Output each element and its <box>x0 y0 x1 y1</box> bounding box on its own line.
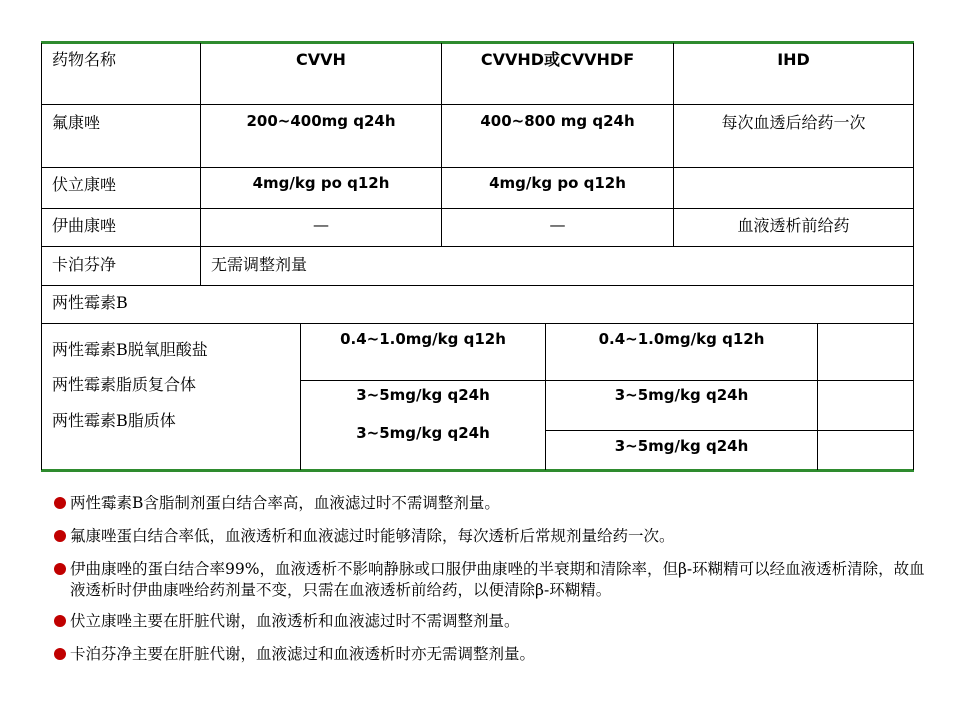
row-divider <box>41 323 914 324</box>
table-bottom-rule <box>41 469 914 472</box>
amphotericin-lipid-complex-cvvh: 3~5mg/kg q24h <box>356 386 490 404</box>
amphotericin-liposome-cvvhd: 3~5mg/kg q24h <box>614 437 749 455</box>
note-item <box>54 493 934 514</box>
fluconazole-cvvhd: 400~800 mg q24h <box>480 112 635 130</box>
itraconazole-cvvhd: — <box>549 215 566 234</box>
itraconazole-cvvh: — <box>313 215 329 234</box>
row-divider <box>41 104 914 105</box>
drug-name-fluconazole: 氟康唑 <box>52 113 101 132</box>
note-text: 氟康唑蛋白结合率低，血液透析和血液滤过时能够清除，每次透析后常规剂量给药一次。 <box>70 527 675 545</box>
amphotericin-deoxycholate-cvvh: 0.4~1.0mg/kg q12h <box>340 330 506 348</box>
caspofungin-dose-note: 无需调整剂量 <box>211 255 308 274</box>
note-item <box>54 611 934 632</box>
note-text: 卡泊芬净主要在肝脏代谢，血液滤过和血液透析时亦无需调整剂量。 <box>70 645 536 663</box>
note-text: 伊曲康唑的蛋白结合率99%，血液透析不影响静脉或口服伊曲康唑的半衰期和清除率，但β-环糊精可以经血液透析清除，故血液透析时伊曲康唑给药剂量不变，只需在血液透析前给药，以便清除β-环糊精。 <box>70 560 925 599</box>
row-divider <box>41 167 914 168</box>
col-divider <box>817 323 818 470</box>
dosage-table <box>41 41 914 472</box>
notes-list <box>54 493 934 677</box>
amphotericin-lipid-complex-cvvhd: 3~5mg/kg q24h <box>614 386 749 404</box>
itraconazole-ihd: 血液透析前给药 <box>737 216 850 235</box>
header-ihd: IHD <box>777 50 810 69</box>
table-top-rule <box>41 41 914 44</box>
col-divider <box>913 43 914 470</box>
note-item <box>54 526 934 547</box>
drug-name-amphotericin-lipid-complex: 两性霉素脂质复合体 <box>52 375 197 394</box>
fluconazole-cvvh: 200~400mg q24h <box>246 112 396 130</box>
fluconazole-ihd: 每次血透后给药一次 <box>721 113 866 132</box>
header-cvvhd: CVVHD或CVVHDF <box>480 50 635 69</box>
bullet-dot-icon <box>54 530 66 542</box>
note-text: 伏立康唑主要在肝脏代谢，血液透析和血液滤过时不需调整剂量。 <box>70 612 520 630</box>
amphotericin-deoxycholate-cvvhd: 0.4~1.0mg/kg q12h <box>598 330 765 348</box>
drug-name-caspofungin: 卡泊芬净 <box>52 255 117 274</box>
note-text: 两性霉素B含脂制剂蛋白结合率高，血液滤过时不需调整剂量。 <box>70 494 500 512</box>
drug-name-amphotericin-deoxycholate: 两性霉素B脱氧胆酸盐 <box>52 340 208 359</box>
note-item <box>54 644 934 665</box>
header-cvvh: CVVH <box>296 50 346 69</box>
row-divider <box>41 285 914 286</box>
voriconazole-cvvh: 4mg/kg po q12h <box>252 174 390 192</box>
drug-name-amphotericin: 两性霉素B <box>52 293 128 312</box>
row-divider <box>545 430 914 431</box>
bullet-dot-icon <box>54 497 66 509</box>
header-drug-name: 药物名称 <box>52 50 117 69</box>
bullet-dot-icon <box>54 615 66 627</box>
row-divider <box>300 380 914 381</box>
drug-name-voriconazole: 伏立康唑 <box>52 175 117 194</box>
row-divider <box>41 208 914 209</box>
col-divider <box>41 43 42 470</box>
drug-name-amphotericin-liposome: 两性霉素B脂质体 <box>52 411 176 430</box>
note-item <box>54 559 934 601</box>
voriconazole-cvvhd: 4mg/kg po q12h <box>489 174 626 192</box>
col-divider <box>200 43 201 285</box>
row-divider <box>41 246 914 247</box>
bullet-dot-icon <box>54 648 66 660</box>
drug-name-itraconazole: 伊曲康唑 <box>52 216 117 235</box>
amphotericin-liposome-cvvh: 3~5mg/kg q24h <box>356 424 490 442</box>
bullet-dot-icon <box>54 563 66 575</box>
